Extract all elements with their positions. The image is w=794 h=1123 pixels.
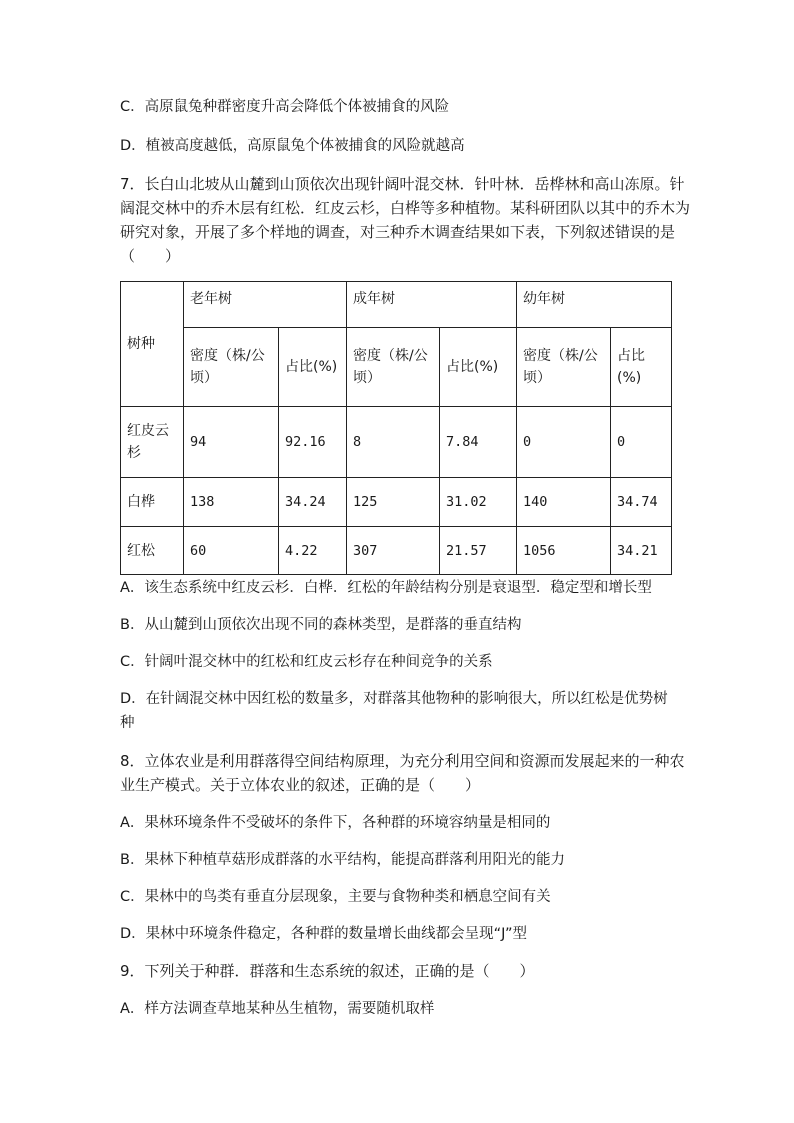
table-cell: 31.02 xyxy=(440,478,517,527)
q8-stem-line-2: 业生产模式。关于立体农业的叙述，正确的是（ ） xyxy=(120,776,481,794)
density-header: 密度（株/公顷） xyxy=(517,328,611,407)
q7-option-b: B．从山麓到山顶依次出现不同的森林类型，是群落的垂直结构 xyxy=(120,617,522,633)
table-cell: 307 xyxy=(347,527,440,575)
table-cell: 125 xyxy=(347,478,440,527)
table-cell: 8 xyxy=(347,407,440,478)
species-name: 红松 xyxy=(121,527,184,575)
adult-tree-header: 成年树 xyxy=(347,282,517,328)
table-cell: 4.22 xyxy=(279,527,347,575)
table-row xyxy=(121,407,672,478)
q7-stem-line-1: 7．长白山北坡从山麓到山顶依次出现针阔叶混交林．针叶林．岳桦林和高山冻原。针 xyxy=(120,175,685,193)
old-tree-header: 老年树 xyxy=(184,282,347,328)
table-cell: 34.74 xyxy=(611,478,672,527)
table-cell: 60 xyxy=(184,527,279,575)
table-cell: 94 xyxy=(184,407,279,478)
q7-option-d-line-1: D．在针阔混交林中因红松的数量多，对群落其他物种的影响很大，所以红松是优势树 xyxy=(120,691,668,707)
ratio-header: 占比(%) xyxy=(611,328,672,407)
table-row xyxy=(121,527,672,575)
q6-option-d: D．植被高度越低，高原鼠兔个体被捕食的风险就越高 xyxy=(120,138,465,154)
q8-stem-line-1: 8．立体农业是利用群落得空间结构原理，为充分利用空间和资源而发展起来的一种农 xyxy=(120,752,685,770)
density-header: 密度（株/公顷） xyxy=(184,328,279,407)
q8-option-c: C．果林中的鸟类有垂直分层现象，主要与食物种类和栖息空间有关 xyxy=(120,889,551,905)
table-cell: 1056 xyxy=(517,527,611,575)
q7-option-a: A．该生态系统中红皮云杉．白桦．红松的年龄结构分别是衰退型．稳定型和增长型 xyxy=(120,580,652,596)
table-cell: 34.24 xyxy=(279,478,347,527)
q7-stem-line-2: 阔混交林中的乔木层有红松．红皮云杉，白桦等多种植物。某科研团队以其中的乔木为 xyxy=(120,199,691,217)
table-cell: 34.21 xyxy=(611,527,672,575)
ratio-header: 占比(%) xyxy=(440,328,517,407)
table-cell: 138 xyxy=(184,478,279,527)
q7-option-c: C．针阔叶混交林中的红松和红皮云杉存在种间竞争的关系 xyxy=(120,654,493,670)
table-cell: 92.16 xyxy=(279,407,347,478)
q9-stem: 9．下列关于种群．群落和生态系统的叙述，正确的是（ ） xyxy=(120,962,535,980)
table-cell: 7.84 xyxy=(440,407,517,478)
species-name: 红皮云杉 xyxy=(121,407,184,478)
table-row xyxy=(121,478,672,527)
q9-option-a: A．样方法调查草地某种丛生植物，需要随机取样 xyxy=(120,1001,435,1017)
young-tree-header: 幼年树 xyxy=(517,282,672,328)
table-cell: 0 xyxy=(517,407,611,478)
q7-stem-line-3: 研究对象，开展了多个样地的调查，对三种乔木调查结果如下表，下列叙述错误的是 xyxy=(120,223,676,241)
table-cell: 21.57 xyxy=(440,527,517,575)
q6-option-c: C．高原鼠兔种群密度升高会降低个体被捕食的风险 xyxy=(120,99,450,115)
tree-survey-table xyxy=(120,281,672,575)
density-header: 密度（株/公顷） xyxy=(347,328,440,407)
q7-answer-blank: （ ） xyxy=(120,247,181,265)
q8-option-d: D．果林中环境条件稳定，各种群的数量增长曲线都会呈现“J”型 xyxy=(120,926,528,942)
q7-option-d-line-2: 种 xyxy=(120,715,135,731)
table-cell: 140 xyxy=(517,478,611,527)
species-header: 树种 xyxy=(121,282,184,407)
q8-option-a: A．果林环境条件不受破坏的条件下，各种群的环境容纳量是相同的 xyxy=(120,815,551,831)
table-cell: 0 xyxy=(611,407,672,478)
ratio-header: 占比(%) xyxy=(279,328,347,407)
species-name: 白桦 xyxy=(121,478,184,527)
q8-option-b: B．果林下种植草菇形成群落的水平结构，能提高群落利用阳光的能力 xyxy=(120,852,565,868)
